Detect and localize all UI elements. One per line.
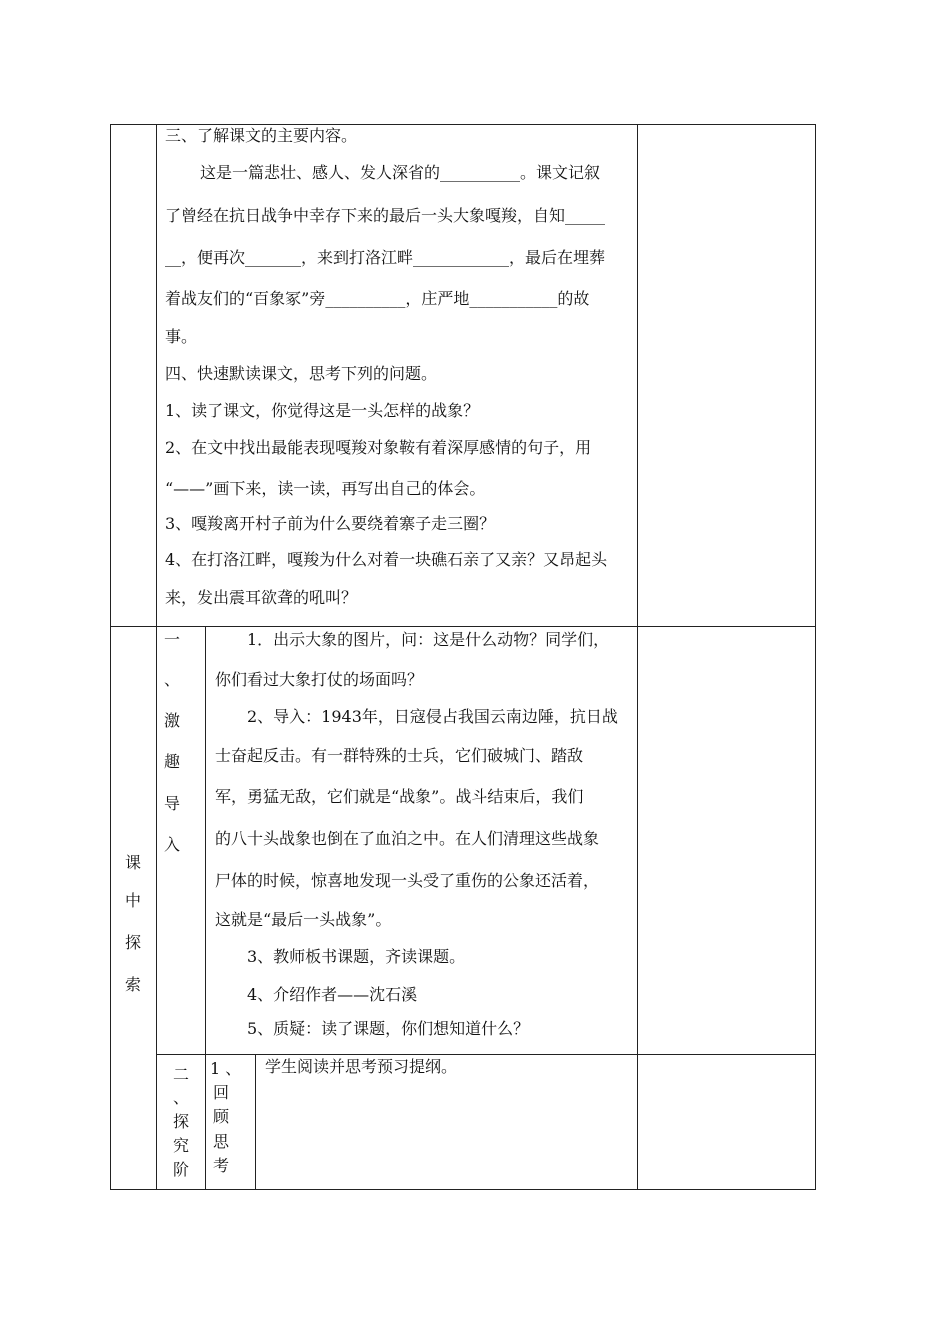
step1-label-char: 趣	[163, 752, 180, 771]
question-line: 来，发出震耳欲聋的吼叫？	[165, 588, 358, 607]
question-line: 4、在打洛江畔，嘎羧为什么对着一块礁石亲了又亲？又昂起头	[165, 550, 608, 569]
step1-line: 5、质疑：读了课题，你们想知道什么？	[247, 1019, 530, 1038]
step1-label-char: 入	[163, 835, 180, 854]
col-divider-2	[205, 626, 206, 1190]
question-line: 2、在文中找出最能表现嘎羧对象鞍有着深厚感情的句子，用	[165, 438, 592, 457]
section-label-char: 探	[124, 933, 141, 952]
table-left-border	[110, 124, 111, 1190]
section-heading-4: 四、快速默读课文，思考下列的问题。	[165, 364, 438, 383]
fill-in-paragraph-line: __，便再次_______，来到打洛江畔____________，最后在埋葬	[165, 248, 606, 267]
fill-in-paragraph-line: 了曾经在抗日战争中幸存下来的最后一头大象嘎羧，自知_____	[165, 206, 606, 225]
table-right-border	[815, 124, 816, 1190]
step2-sublabel-char: 思	[212, 1132, 229, 1151]
step1-label-char: 导	[163, 794, 180, 813]
step1-line: 士奋起反击。有一群特殊的士兵，它们破城门、踏敌	[215, 746, 584, 765]
fill-in-paragraph-line: 着战友们的“百象冢”旁__________，庄严地___________的故	[165, 289, 590, 308]
step2-label-char: 究	[172, 1136, 189, 1155]
col-divider-3	[255, 1054, 256, 1190]
row-divider	[110, 626, 816, 627]
step1-line: 2、导入：1943年，日寇侵占我国云南边陲，抗日战	[247, 707, 618, 726]
col-divider-notes	[637, 124, 638, 1190]
question-line: “——”画下来，读一读，再写出自己的体会。	[165, 479, 486, 498]
step2-sublabel-char: 顾	[212, 1107, 229, 1126]
step2-label-char: 二	[172, 1065, 189, 1084]
step1-line: 的八十头战象也倒在了血泊之中。在人们清理这些战象	[215, 829, 600, 848]
step1-label-char: 、	[163, 670, 180, 689]
step2-label-char: 探	[172, 1112, 189, 1131]
fill-in-paragraph-line: 这是一篇悲壮、感人、发人深省的__________。课文记叙	[200, 163, 601, 182]
step2-text: 学生阅读并思考预习提纲。	[265, 1057, 458, 1076]
step1-label-char: 一	[163, 630, 180, 649]
step1-line: 军，勇猛无敌，它们就是“战象”。战斗结束后，我们	[215, 787, 584, 806]
fill-in-paragraph-line: 事。	[165, 327, 198, 346]
section-heading-3: 三、了解课文的主要内容。	[165, 126, 358, 145]
section-label-char: 课	[124, 853, 141, 872]
question-line: 3、嘎羧离开村子前为什么要绕着寨子走三圈？	[165, 514, 496, 533]
step2-sublabel-char: 回	[212, 1083, 229, 1102]
step1-line: 4、介绍作者——沈石溪	[247, 985, 418, 1004]
step2-sublabel-char: 考	[212, 1156, 229, 1175]
step1-line: 你们看过大象打仗的场面吗？	[215, 670, 424, 689]
step1-line: 1．出示大象的图片，问：这是什么动物？同学们，	[247, 630, 610, 649]
step1-label-char: 激	[163, 711, 180, 730]
table-top-border	[110, 124, 816, 125]
section-label-char: 索	[124, 975, 141, 994]
step1-line: 尸体的时候，惊喜地发现一头受了重伤的公象还活着，	[215, 871, 600, 890]
table-bottom-border	[110, 1189, 816, 1190]
step1-line: 这就是“最后一头战象”。	[215, 910, 392, 929]
step2-label-char: 阶	[172, 1160, 189, 1179]
step2-sublabel-char: 1 、	[210, 1059, 242, 1078]
question-line: 1、读了课文，你觉得这是一头怎样的战象？	[165, 401, 480, 420]
col-divider-1	[156, 124, 157, 1190]
section-label-char: 中	[124, 891, 141, 910]
step1-line: 3、教师板书课题，齐读课题。	[247, 947, 466, 966]
step2-label-char: 、	[172, 1088, 189, 1107]
